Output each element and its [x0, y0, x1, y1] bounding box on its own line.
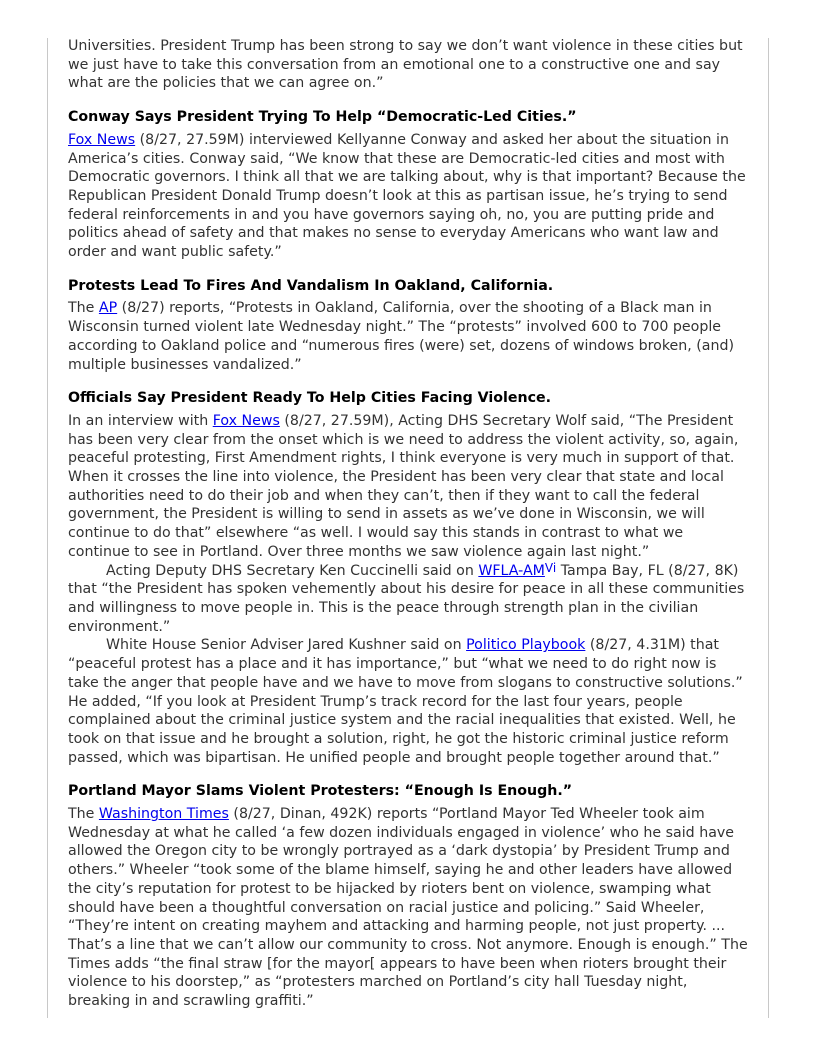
conway-heading: Conway Says President Trying To Help “Democratic-Led Cities.” [68, 109, 577, 126]
officials-paragraph-3 [68, 636, 748, 767]
officials-p1-source-link[interactable]: Fox News [212, 412, 280, 429]
oakland-text: (8/27) reports, “Protests in Oakland, California, over the shooting of a Black man in Wisconsin turned violent late Wednesday night.” The “protests” involved 600 to 700 people according to Oakland police and “numerous fires (were) set, dozens of windows broken, (and) multiple businesses vandalized.” [68, 300, 735, 373]
conway-text: (8/27, 27.59M) interviewed Kellyanne Conway and asked her about the situation in America’s cities. Conway said, “We know that these are Democratic-led cities and most with Democratic governors. I think all that we are talking about, why is that important? Because the Republican President Donald Trump doesn’t look at this as partisan issue, he’s trying to send federal reinforcements in and you have governors saying oh, no, you are putting pride and politics ahead of safety and that makes no sense to everyday Americans who want law and order and want public safety.” [68, 131, 746, 261]
officials-p2-source-link[interactable]: WFLA-AM [478, 562, 545, 579]
intro-paragraph [68, 37, 748, 93]
portland-heading: Portland Mayor Slams Violent Protesters: “Enough Is Enough.” [68, 783, 573, 800]
officials-p1-prefix: In an interview with [68, 412, 213, 429]
officials-p1-text: (8/27, 27.59M), Acting DHS Secretary Wolf said, “The President has been very clear from the onset which is we need to address the violent activity, so, again, peaceful protesting, First Amendment rights, I think everyone is very much in support of that. When it crosses the line into violence, the President has been very clear that state and local authorities need to do their job and when they can’t, then if they want to call the federal government, the President is willing to send in assets as we’ve done in Wisconsin, we will continue to do that” elsewhere “as well. I would say this stands in contrast to what we continue to see in Portland. Over three months we saw violence again last night.” [68, 412, 739, 560]
officials-p2-text: Tampa Bay, FL (8/27, 8K) that “the President has spoken vehemently about his desire for peace in all these communities and willingness to move people in. This is the peace through strength plan in the civilian environment.” [68, 562, 745, 635]
portland-source-link[interactable]: Washington Times [98, 806, 229, 823]
portland-text: (8/27, Dinan, 492K) reports “Portland Mayor Ted Wheeler took aim Wednesday at what he called ‘a few dozen individuals engaged in violence’ who he said have allowed the Oregon city to be wrongly portrayed as a ‘dark dystopia’ by President Trump and others.” Wheeler “took some of the blame himself, saying he and other leaders have allowed the city’s reputation for protest to be hijacked by rioters bent on violence, swamping what should have been a thoughtful conversation on racial justice and policing.” Said Wheeler, “They’re intent on creating mayhem and attacking and harming people, not just property. ... That’s a line that we can’t allow our community to cross. Not anymore. Enough is enough.” The Times adds “the final straw [for the mayor[ appears to have been when rioters brought their violence to his doorstep,” as “protesters marched on Portland’s city hall Tuesday night, breaking in and scrawling graffiti.” [68, 806, 748, 1010]
oakland-paragraph [68, 299, 748, 374]
conway-source-link[interactable]: Fox News [68, 131, 136, 148]
video-tag[interactable]: Vi [544, 560, 557, 575]
officials-p3-source-link[interactable]: Politico Playbook [466, 637, 586, 654]
oakland-heading: Protests Lead To Fires And Vandalism In Oakland, California. [68, 277, 554, 294]
left-margin-rule [47, 38, 48, 1018]
officials-paragraph-2 [68, 562, 748, 637]
document-page [68, 37, 748, 1011]
officials-p3-prefix: White House Senior Adviser Jared Kushner said on [106, 637, 467, 654]
portland-paragraph [68, 805, 748, 1011]
oakland-source-link[interactable]: AP [98, 300, 118, 317]
portland-prefix: The [68, 806, 99, 823]
oakland-prefix: The [68, 300, 99, 317]
officials-paragraph-1 [68, 412, 748, 562]
officials-heading: Officials Say President Ready To Help Cities Facing Violence. [68, 390, 552, 407]
right-margin-rule [768, 38, 769, 1018]
officials-p3-text: (8/27, 4.31M) that “peaceful protest has a place and it has importance,” but “what we need to do right now is take the anger that people have and we have to move from slogans to constructive solutions.” He added, “If you look at President Trump’s track record for the last four years, people complained about the criminal justice system and the racial inequalities that existed. Well, he took on that issue and he brought a solution, right, he got the historic criminal justice reform passed, which was bipartisan. He unified people and brought people together around that.” [68, 637, 743, 766]
intro-text: Universities. President Trump has been strong to say we don’t want violence in these cities but we just have to take this conversation from an emotional one to a constructive one and say what are the policies that we can agree on.” [68, 38, 743, 92]
conway-paragraph [68, 131, 748, 262]
officials-p2-prefix: Acting Deputy DHS Secretary Ken Cuccinelli said on [106, 562, 479, 579]
